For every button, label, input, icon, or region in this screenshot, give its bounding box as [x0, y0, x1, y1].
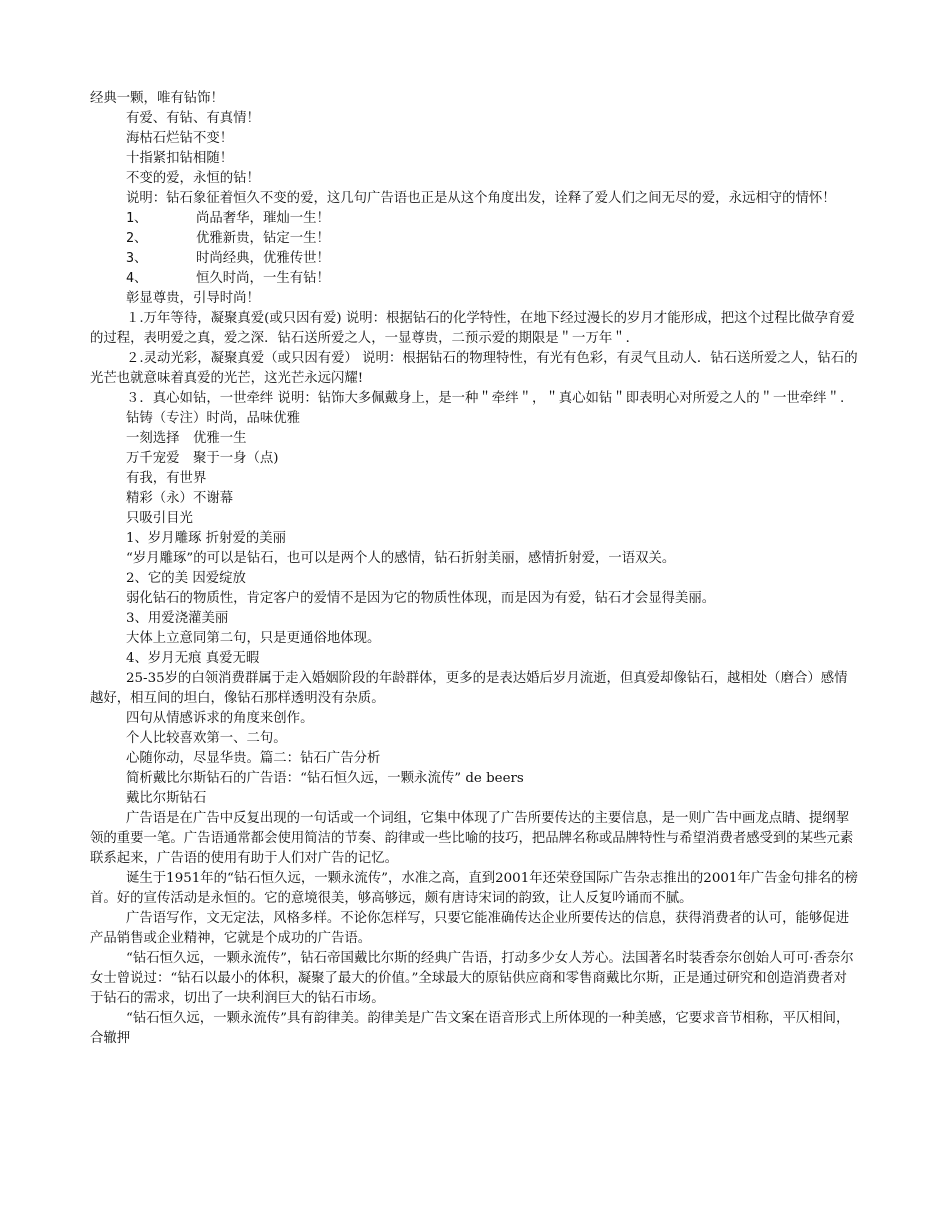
paragraph: 四句从情感诉求的角度来创作。 — [126, 711, 314, 726]
paragraph: 万千宠爱 聚于一身（点) — [126, 451, 279, 466]
paragraph: 戴比尔斯钻石 — [126, 791, 207, 806]
paragraph: 广告语写作，文无定法，风格多样。不论你怎样写，只要它能准确传达企业所要传达的信息，获得消费者的认可，能够促进产品销售或企业精神，它就是个成功的广告语。 — [90, 911, 850, 946]
paragraph: 有我，有世界 — [126, 471, 207, 486]
numbered-slogan — [90, 269, 860, 289]
slogan-number: 4、 — [126, 271, 148, 286]
paragraph: 4、岁月无痕 真爱无暇 — [126, 651, 260, 666]
paragraph: 广告语是在广告中反复出现的一句话或一个词组，它集中体现了广告所要传达的主要信息，是一则广告中画龙点睛、提纲挈领的重要一笔。广告语通常都会使用简洁的节奏、韵律或一些比喻的技巧，把品牌名称或品牌特性与希望消费者感受到的某些元素联系起来，广告语的使用有助于人们对广告的记忆。 — [90, 811, 854, 866]
slogan-number: 2、 — [126, 231, 148, 246]
slogan-text: 优雅新贵，钻定一生！ — [196, 231, 330, 246]
paragraph: 只吸引目光 — [126, 511, 193, 526]
numbered-slogan — [90, 229, 860, 249]
document-body — [90, 89, 860, 1049]
paragraph: 个人比较喜欢第一、二句。 — [126, 731, 287, 746]
paragraph: ２.灵动光彩，凝聚真爱（或只因有爱） 说明：根据钻石的物理特性，有光有色彩，有灵气且动人．钻石送所爱之人，钻石的光芒也就意味着真爱的光芒，这光芒永远闪耀! — [90, 351, 858, 386]
paragraph: ３．真心如钻，一世牵绊 说明：钻饰大多佩戴身上，是一种＂牵绊＂，＂真心如钻＂即表明心对所爱之人的＂一世牵绊＂. — [126, 391, 845, 406]
paragraph: 彰显尊贵，引导时尚！ — [126, 291, 260, 306]
paragraph: 海枯石烂钻不变！ — [126, 131, 234, 146]
paragraph: “岁月雕琢”的可以是钻石，也可以是两个人的感情，钻石折射美丽，感情折射爱，一语双关。 — [126, 551, 676, 566]
slogan-text: 时尚经典，优雅传世！ — [196, 251, 330, 266]
paragraph: 一刻选择 优雅一生 — [126, 431, 247, 446]
slogan-text: 尚品奢华，璀灿一生！ — [196, 211, 330, 226]
paragraph: 25-35岁的白领消费群属于走入婚姻阶段的年龄群体，更多的是表达婚后岁月流逝，但真爱却像钻石，越相处（磨合）感情越好，相互间的坦白，像钻石那样透明没有杂质。 — [90, 671, 848, 706]
paragraph: 钻铸（专注）时尚，品味优雅 — [126, 411, 301, 426]
paragraph: 大体上立意同第二句，只是更通俗地体现。 — [126, 631, 381, 646]
paragraph: 3、用爱浇灌美丽 — [126, 611, 229, 626]
paragraph: 不变的爱，永恒的钻！ — [126, 171, 260, 186]
paragraph: “钻石恒久远，一颗永流传”，钻石帝国戴比尔斯的经典广告语，打动多少女人芳心。法国著名时装香奈尔创始人可可·香奈尔女士曾说过：“钻石以最小的体积，凝聚了最大的价值。”全球最大的原钻供应商和零售商戴比尔斯，正是通过研究和创造消费者对于钻石的需求，切出了一块利润巨大的钻石市场。 — [90, 951, 854, 1006]
slogan-number: 3、 — [126, 251, 148, 266]
paragraph: “钻石恒久远，一颗永流传”具有韵律美。韵律美是广告文案在语音形式上所体现的一种美感，它要求音节相称，平仄相间，合辙押 — [90, 1011, 850, 1046]
slogan-text: 恒久时尚，一生有钻！ — [196, 271, 330, 286]
paragraph: 1、岁月雕琢 折射爱的美丽 — [126, 531, 287, 546]
paragraph: 弱化钻石的物质性，肯定客户的爱情不是因为它的物质性体现，而是因为有爱，钻石才会显得美丽。 — [126, 591, 716, 606]
paragraph: 精彩（永）不谢幕 — [126, 491, 234, 506]
paragraph: 简析戴比尔斯钻石的广告语：“钻石恒久远，一颗永流传” de beers — [126, 771, 524, 786]
paragraph: 有爱、有钻、有真情！ — [126, 111, 260, 126]
numbered-slogan — [90, 249, 860, 269]
slogan-number: 1、 — [126, 211, 148, 226]
paragraph: 经典一颗，唯有钻饰！ — [90, 91, 224, 106]
paragraph: 诞生于1951年的“钻石恒久远，一颗永流传”，水准之高，直到2001年还荣登国际广告杂志推出的2001年广告金句排名的榜首。好的宣传活动是永恒的。它的意境很美，够高够远，颇有唐诗宋词的韵致，让人反复吟诵而不腻。 — [90, 871, 858, 906]
paragraph: １.万年等待，凝聚真爱(或只因有爱) 说明：根据钻石的化学特性，在地下经过漫长的岁月才能形成，把这个过程比做孕育爱的过程，表明爱之真，爱之深．钻石送所爱之人，一显尊贵，二预示爱的期限是＂一万年＂． — [90, 311, 855, 346]
numbered-slogan — [90, 209, 860, 229]
paragraph: 心随你动，尽显华贵。篇二：钻石广告分析 — [126, 751, 381, 766]
paragraph: 说明：钻石象征着恒久不变的爱，这几句广告语也正是从这个角度出发，诠释了爱人们之间无尽的爱，永远相守的情怀！ — [126, 191, 836, 206]
paragraph: 十指紧扣钻相随！ — [126, 151, 234, 166]
paragraph: 2、它的美 因爱绽放 — [126, 571, 246, 586]
